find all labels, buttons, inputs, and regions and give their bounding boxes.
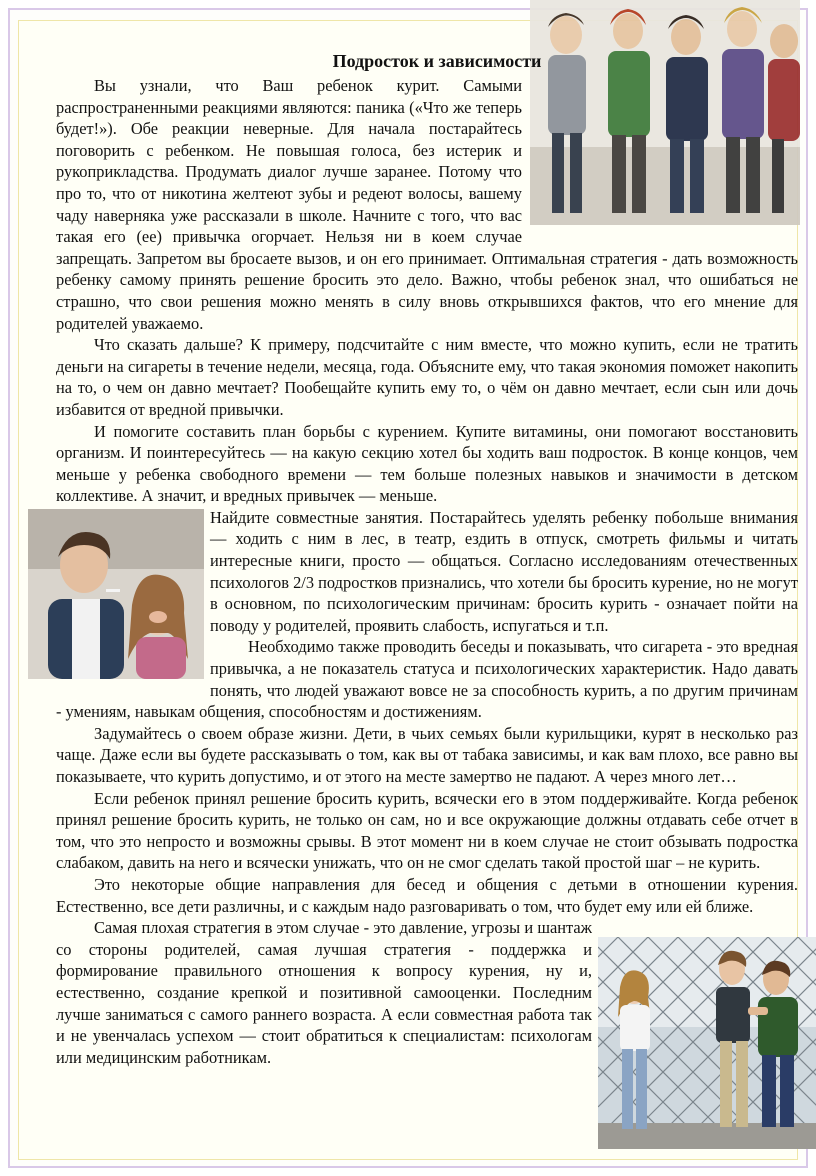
paragraph-2: Что сказать дальше? К примеру, подсчитайте с ним вместе, что можно купить, если не тратить деньги на сигареты в течение недели, месяца, года. Объясните ему, что такая экономия поможет накопить на то, о чем он давно мечтает? Пообещайте купить ему то, о чём он давно мечтает, если сын или дочь избавится от вредной привычки. [56, 335, 798, 419]
paragraph-8: Это некоторые общие направления для бесед и общения с детьми в отношении курения. Естественно, все дети различны, и с каждым надо разговаривать о том, что будет ему или ей ближе. [56, 874, 798, 916]
paragraph-1: Вы узнали, что Ваш ребенок курит. Самыми распространенными реакциями являются: паника («Что же теперь будет!»). Обе реакции неверные. Для начала постарайтесь поговорить с ребенком. Не повышая голоса, без истерик и рукоприкладства. Продумать диалог лучше заранее. Потому что про то, что от никотина желтеют зубы и редеют волосы, вашему чаду наверняка уже рассказали в школе. Начните с того, что вас такая его (ее) привычка огорчает. Нельзя ни в коем случае запрещать. Запретом вы бросаете вызов, и он его принимает. Оптимальная стратегия - дать возможность ребенку самому принять решение бросить это дело. Важно, чтобы ребенок знал, что ошибаться не страшно, что свои решения можно менять в силу вновь открывшихся фактов, что его мнение для родителей уважаемо. [56, 76, 798, 333]
document-body [56, 50, 798, 1149]
paragraph-5: Необходимо также проводить беседы и показывать, что сигарета - это вредная привычка, а не показатель статуса и психологических характеристик. Надо давать понять, что людей уважают вовсе не за способность курить, а по другим причинам - умениям, навыкам общения, способностям и достижениям. [56, 637, 798, 722]
paragraph-6: Задумайтесь о своем образе жизни. Дети, в чьих семьях были курильщики, курят в несколько раз чаще. Даже если вы будете рассказывать о том, как вы от табака зависимы, и как вам плохо, все равно вы показываете, что курить допустимо, и от этого на месте замертво не падают. А через много лет… [56, 723, 798, 786]
paragraph-3: И помогите составить план борьбы с курением. Купите витамины, они помогают восстановить организм. И поинтересуйтесь — на какую секцию хотел бы ходить ваш подросток. В конце концов, чем меньше у ребенка свободного времени — тем больше полезных навыков и значимости в детском коллективе. А значит, и вредных привычек — меньше. [56, 421, 798, 506]
paragraph-7: Если ребенок принял решение бросить курить, всячески его в этом поддерживайте. Когда ребенок принял решение бросить курить, не только он сам, но и все окружающие должны отдавать себе отчет в том, что это непросто и возможны срывы. В этот момент ни в коем случае не стоит обзывать подростка слабаком, давить на него и всячески унижать, что он не смог сделать такой простой шаг – не курить. [56, 788, 798, 873]
paragraph-9: Самая плохая стратегия в этом случае - это давление, угрозы и шантаж со стороны родителей, самая лучшая стратегия - поддержка и формирование правильного отношения к вопросу курения, ну и, естественно, создание крепкой и позитивной самооценки. Последним лучше заниматься с самого раннего возраста. А если совместная работа так и не увенчалась успехом — стоит обратиться к специалистам: психологам или медицинским работникам. [56, 918, 592, 1067]
page-title: Подросток и зависимости [332, 51, 542, 71]
paragraph-4: Найдите совместные занятия. Постарайтесь уделять ребенку побольше внимания — ходить с ним в лес, в театр, ездить в отпуск, смотреть фильмы и читать интересные книги, просто — общаться. Согласно исследованиям отечественных психологов 2/3 подростков признались, что хотели бы бросить курение, но не могут в основном, по психологическим причинам: бросить курить - означает пойти на поводу у родителей, проявить слабость, испугаться и т.п. [210, 507, 798, 635]
